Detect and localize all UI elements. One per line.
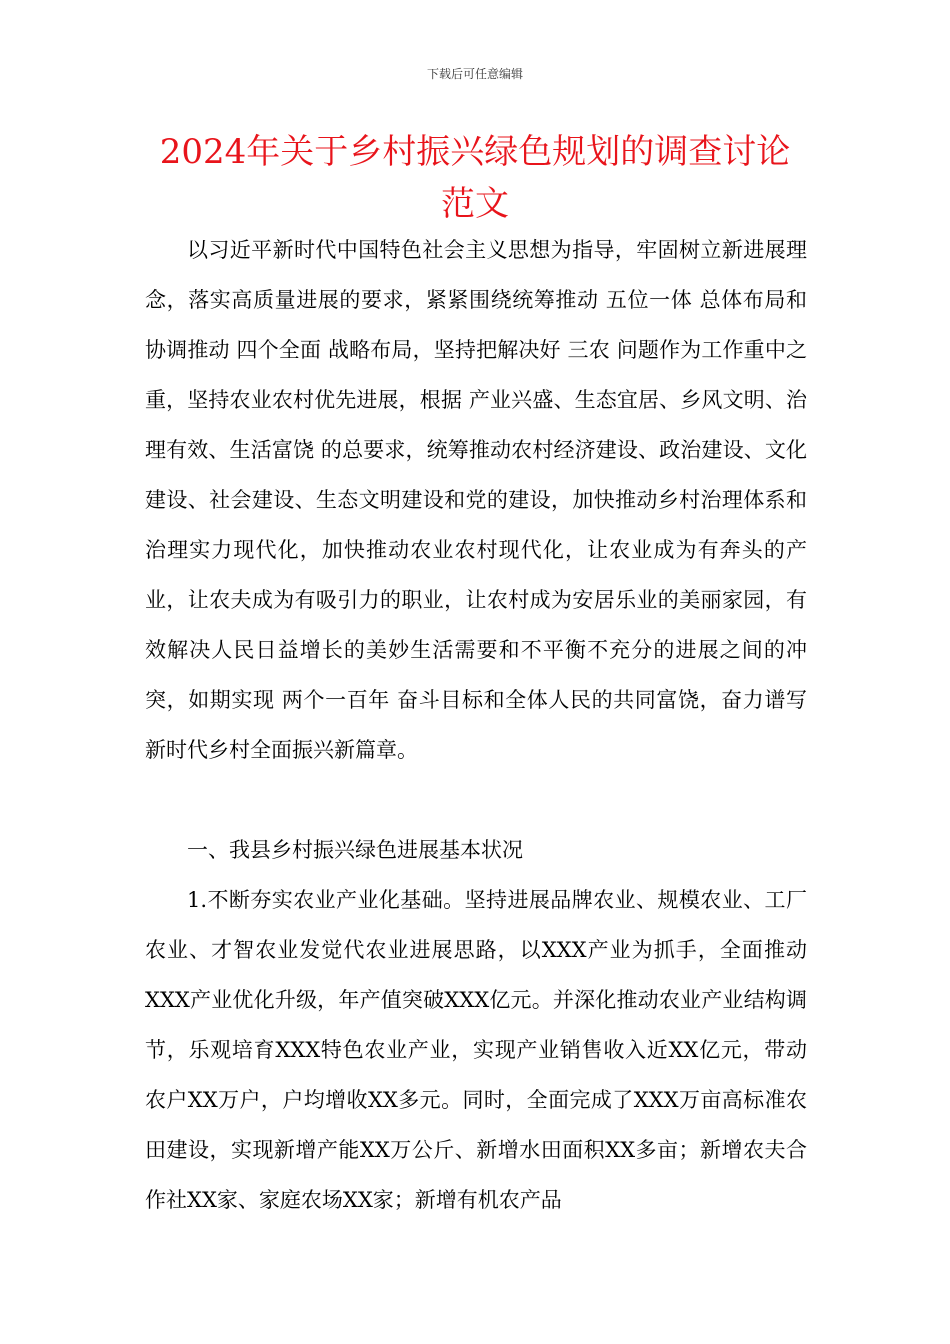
paragraph-intro: 以习近平新时代中国特色社会主义思想为指导，牢固树立新进展理念，落实高质量进展的要求，紧紧围绕统筹推动 五位一体 总体布局和协调推动 四个全面 战略布局，坚持把解决好 三农 问题作为工作重中之重，坚持农业农村优先进展，根据 产业兴盛、生态宜居、乡风文明、治理有效、生活富饶 的总要求，统筹推动农村经济建设、政治建设、文化建设、社会建设、生态文明建设和党的建设，加快推动乡村治理体系和治理实力现代化，加快推动农业农村现代化，让农业成为有奔头的产业，让农夫成为有吸引力的职业，让农村成为安居乐业的美丽家园，有效解决人民日益增长的美妙生活需要和不平衡不充分的进展之间的冲突，如期实现 两个一百年 奋斗目标和全体人民的共同富饶，奋力谱写新时代乡村全面振兴新篇章。 bbox=[145, 238, 807, 762]
page-header: 下载后可任意编辑 bbox=[426, 67, 523, 81]
document-title: 2024年关于乡村振兴绿色规划的调查讨论范文 bbox=[159, 132, 791, 224]
paragraph-agriculture: 1.不断夯实农业产业化基础。坚持进展品牌农业、规模农业、工厂农业、才智农业发觉代农业进展思路，以XXX产业为抓手，全面推动XXX产业优化升级，年产值突破XXX亿元。并深化推动农业产业结构调节，乐观培育XXX特色农业产业，实现产业销售收入近XX亿元，带动农户XX万户，户均增收XX多元。同时，全面完成了XXX万亩高标准农田建设，实现新增产能XX万公斤、新增水田面积XX多亩；新增农夫合作社XX家、家庭农场XX家；新增有机农产品 bbox=[145, 888, 807, 1212]
section-heading-1: 一、我县乡村振兴绿色进展基本状况 bbox=[187, 838, 523, 862]
